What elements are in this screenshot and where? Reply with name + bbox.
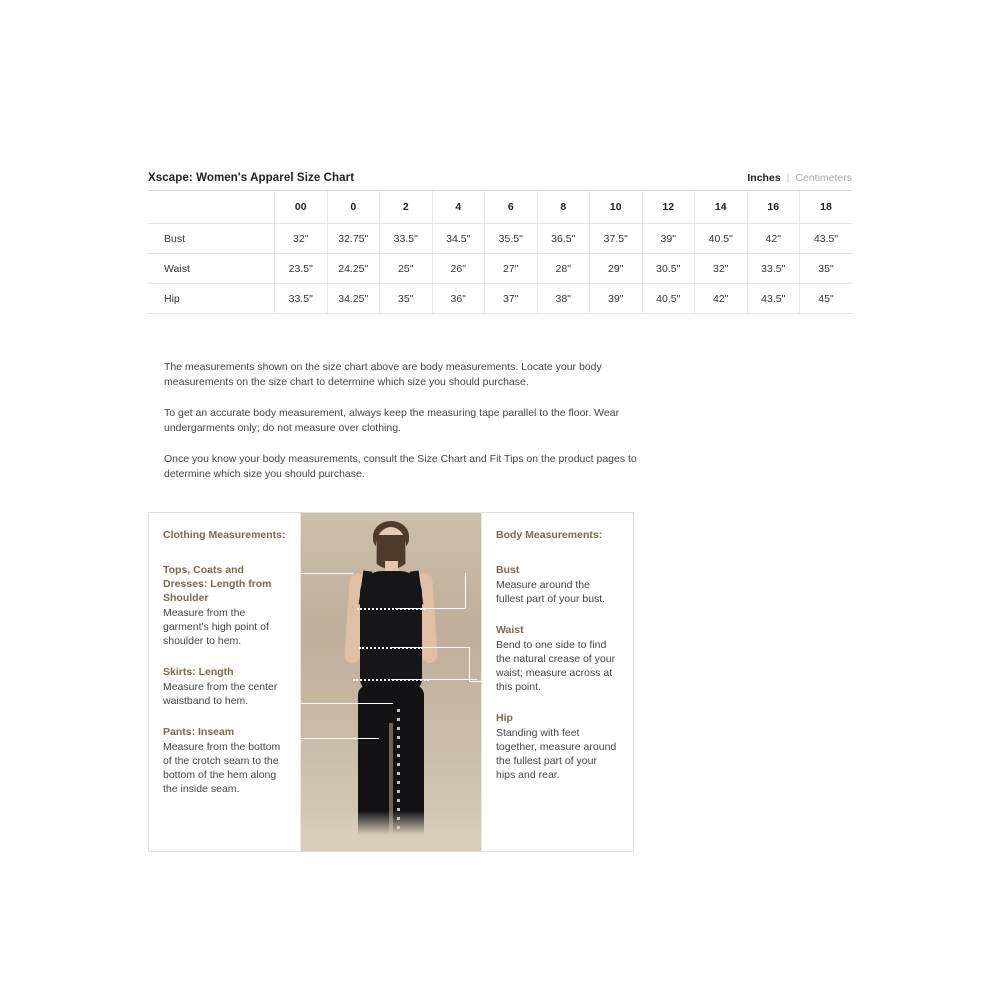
waist-2: 25" [380,254,433,284]
clothing-block-pants-body: Measure from the bottom of the crotch seam to the bottom of the hem along the inside seam. [163,741,281,795]
hip-12: 40.5" [642,284,695,314]
size-chart-table [148,191,852,314]
body-block-waist [496,623,619,694]
clothing-block-skirts-head: Skirts: Length [163,666,234,678]
size-header-12: 12 [642,191,695,224]
body-block-bust-head: Bust [496,564,520,576]
waist-12: 30.5" [642,254,695,284]
waist-10: 29" [590,254,643,284]
size-chart-body [148,224,852,314]
bust-4: 34.5" [432,224,485,254]
hip-00: 33.5" [275,284,328,314]
bust-14: 40.5" [695,224,748,254]
note-paragraph-1: The measurements shown on the size chart above are body measurements. Locate your body measurements on the size chart to determine which size you should purchase. [164,361,602,388]
hip-pointer-line [391,679,477,680]
bust-pointer-line [395,608,465,609]
body-block-waist-head: Waist [496,624,524,636]
hip-0: 34.25" [327,284,380,314]
body-block-bust [496,563,619,606]
unit-centimeters-option[interactable]: Centimeters [795,172,852,184]
body-block-bust-body: Measure around the fullest part of your bust. [496,579,606,605]
row-label-bust: Bust [148,224,275,254]
waist-6: 27" [485,254,538,284]
hip-14: 42" [695,284,748,314]
hip-2: 35" [380,284,433,314]
table-row [148,254,852,284]
unit-separator: | [786,172,790,184]
note-paragraph-3: Once you know your body measurements, consult the Size Chart and Fit Tips on the product pages to determine which size you should purchase. [164,453,637,480]
body-block-hip-body: Standing with feet together, measure around the fullest part of your hips and rear. [496,727,617,781]
size-header-8: 8 [537,191,590,224]
bust-8: 36.5" [537,224,590,254]
hip-8: 38" [537,284,590,314]
hip-6: 37" [485,284,538,314]
size-chart-head [148,191,852,224]
waist-8: 28" [537,254,590,284]
unit-toggle[interactable] [747,172,852,184]
bust-pointer-elbow [465,573,466,609]
hip-pointer-elbow [469,681,481,682]
waist-4: 26" [432,254,485,284]
clothing-block-pants-head: Pants: Inseam [163,726,235,738]
inseam-pointer-line [301,738,379,739]
waist-pointer-elbow [469,647,470,681]
clothing-block-tops-head: Tops, Coats and Dresses: Length from Shoulder [163,564,272,604]
bust-00: 32" [275,224,328,254]
size-header-14: 14 [695,191,748,224]
body-measurements-column [481,513,633,851]
clothing-block-tops-body: Measure from the garment's high point of shoulder to hem. [163,607,269,647]
table-row [148,224,852,254]
size-chart-sheet [148,172,852,852]
size-header-00: 00 [275,191,328,224]
hip-18: 45" [800,284,853,314]
shoulder-pointer-line [301,573,353,574]
waist-00: 23.5" [275,254,328,284]
row-label-hip: Hip [148,284,275,314]
body-block-waist-body: Bend to one side to find the natural crease of your waist; measure across at this point. [496,639,616,693]
clothing-measurements-title: Clothing Measurements: [163,529,286,541]
bust-16: 42" [747,224,800,254]
size-header-0: 0 [327,191,380,224]
clothing-measurements-column [149,513,301,851]
waist-0: 24.25" [327,254,380,284]
body-block-hip-head: Hip [496,712,513,724]
model-floor [301,811,481,851]
waistband-pointer-line [301,703,393,704]
hip-16: 43.5" [747,284,800,314]
table-row [148,284,852,314]
size-header-16: 16 [747,191,800,224]
clothing-block-skirts [163,665,286,708]
measurement-diagram-panel [148,512,634,852]
bust-10: 37.5" [590,224,643,254]
unit-inches-option[interactable]: Inches [747,172,781,184]
waist-18: 35" [800,254,853,284]
note-paragraph-2: To get an accurate body measurement, always keep the measuring tape parallel to the floor. Wear undergarments only; do not measure over clothing. [164,407,620,434]
clothing-block-tops [163,563,286,648]
measurement-notes [148,360,664,482]
size-header-10: 10 [590,191,643,224]
size-header-2: 2 [380,191,433,224]
body-block-hip [496,711,619,782]
measurement-column-header [148,191,275,224]
hip-4: 36" [432,284,485,314]
waist-14: 32" [695,254,748,284]
bust-0: 32.75" [327,224,380,254]
clothing-block-skirts-body: Measure from the center waistband to hem. [163,681,278,707]
size-header-4: 4 [432,191,485,224]
bust-6: 35.5" [485,224,538,254]
size-header-18: 18 [800,191,853,224]
bust-18: 43.5" [800,224,853,254]
table-header-row [148,191,852,224]
bust-2: 33.5" [380,224,433,254]
model-figure [301,513,481,851]
page-title: Xscape: Women's Apparel Size Chart [148,172,355,184]
model-illustration [301,513,481,851]
hip-10: 39" [590,284,643,314]
waist-pointer-line [391,647,469,648]
waist-16: 33.5" [747,254,800,284]
size-header-6: 6 [485,191,538,224]
chart-header [148,172,852,191]
body-measurements-title: Body Measurements: [496,529,603,541]
clothing-block-pants [163,725,286,796]
bust-12: 39" [642,224,695,254]
row-label-waist: Waist [148,254,275,284]
